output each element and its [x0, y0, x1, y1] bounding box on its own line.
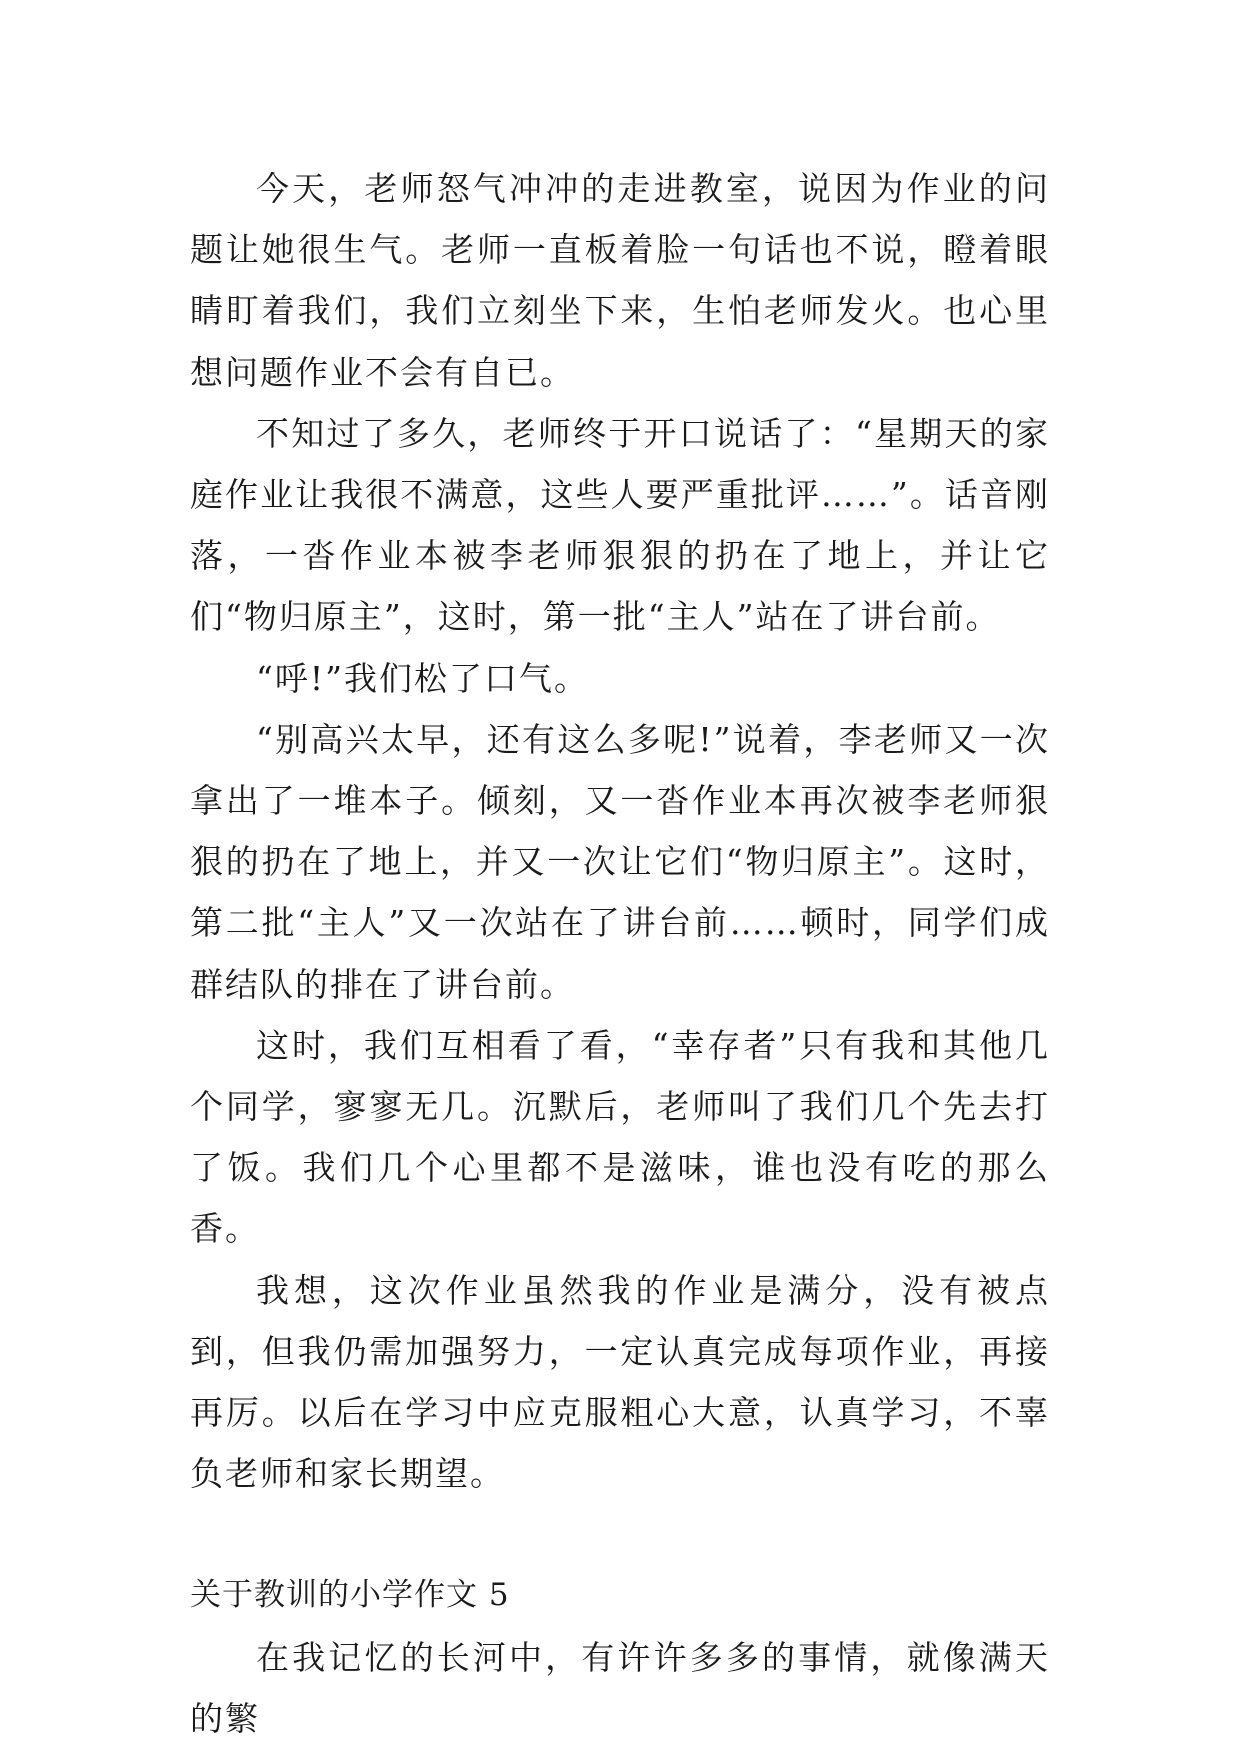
paragraph-1: 今天，老师怒气冲冲的走进教室，说因为作业的问题让她很生气。老师一直板着脸一句话也不说，瞪着眼睛盯着我们，我们立刻坐下来，生怕老师发火。也心里想问题作业不会有自已。 — [190, 169, 1050, 392]
section-heading: 关于教训的小学作文 5 — [190, 1577, 510, 1614]
paragraph-4: “别高兴太早，还有这么多呢!”说着，李老师又一次拿出了一堆本子。倾刻，又一沓作业本再次被李老师狠狠的扔在了地上，并又一次让它们“物归原主”。这时，第二批“主人”又一次站在了讲台前……顿时，同学们成群结队的排在了讲台前。 — [190, 719, 1050, 1004]
paragraph-3: “呼!”我们松了口气。 — [256, 658, 590, 698]
document-body — [190, 158, 1050, 1749]
paragraph-7: 在我记忆的长河中，有许许多多的事情，就像满天的繁 — [190, 1637, 1050, 1738]
paragraph-2: 不知过了多久，老师终于开口说话了：“星期天的家庭作业让我很不满意，这些人要严重批评……”。话音刚落，一沓作业本被李老师狠狠的扔在了地上，并让它们“物归原主”，这时，第一批“主人”站在了讲台前。 — [190, 413, 1050, 637]
paragraph-5: 这时，我们互相看了看，“幸存者”只有我和其他几个同学，寥寥无几。沉默后，老师叫了我们几个先去打了饭。我们几个心里都不是滋味，谁也没有吃的那么香。 — [190, 1025, 1050, 1249]
paragraph-6: 我想，这次作业虽然我的作业是满分，没有被点到，但我仍需加强努力，一定认真完成每项作业，再接再厉。以后在学习中应克服粗心大意，认真学习，不辜负老师和家长期望。 — [190, 1270, 1050, 1494]
